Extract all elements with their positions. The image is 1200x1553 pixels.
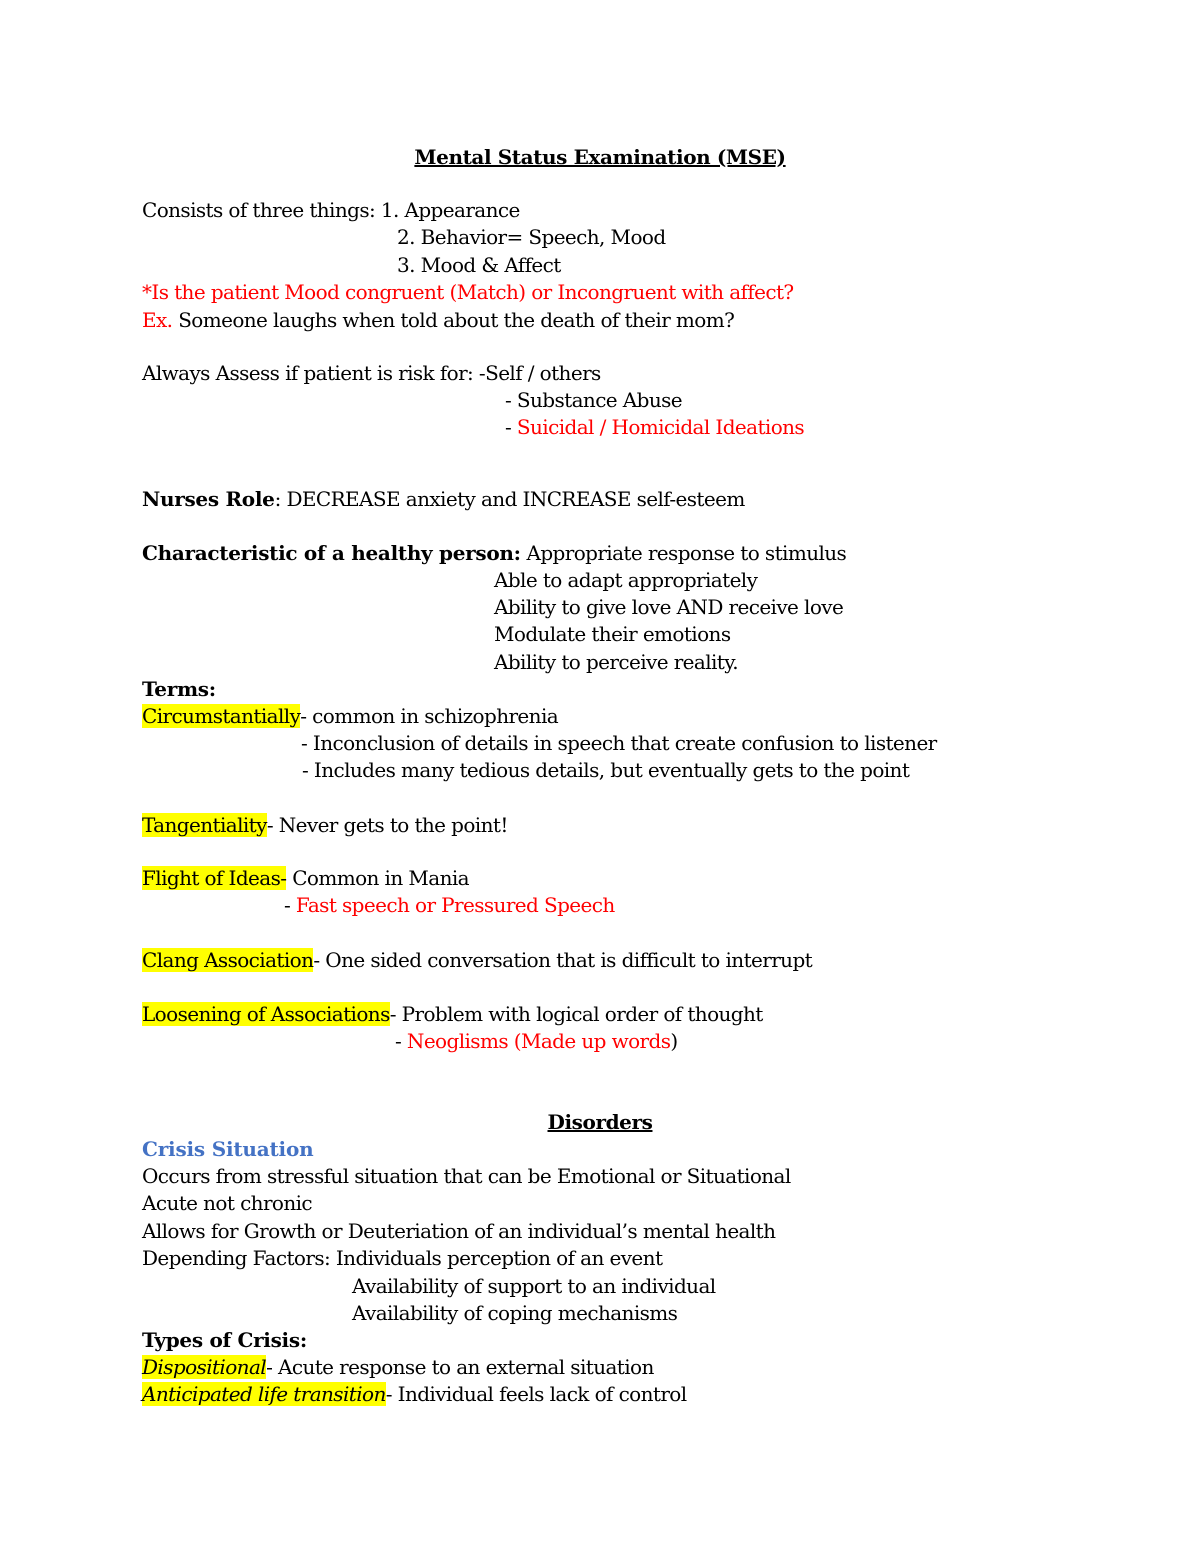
consists-item-3: 3. Mood & Affect [397, 253, 561, 277]
assess-text: Always Assess if patient is risk for: -Self / others [142, 361, 601, 385]
crisis-type-term: Dispositional [142, 1355, 267, 1379]
term-clang-association [142, 947, 812, 973]
healthy-item: Ability to perceive reality. [494, 650, 739, 674]
healthy-item: Able to adapt appropriately [494, 568, 758, 592]
term-flight-of-ideas [142, 865, 469, 891]
term-label: Tangentiality [142, 813, 267, 837]
crisis-type [142, 1381, 687, 1407]
term-tangentiality [142, 812, 508, 838]
term-definition: - common in schizophrenia [300, 704, 559, 728]
assess-item-3 [505, 414, 804, 440]
term-label: Clang Association [142, 948, 314, 972]
term-detail: - Inconclusion of details in speech that create confusion to listener [301, 731, 937, 755]
crisis-item-text: Occurs from stressful situation that can be Emotional or Situational [142, 1164, 791, 1188]
mse-title: Mental Status Examination (MSE) [414, 145, 786, 169]
crisis-item-text: Acute not chronic [142, 1191, 313, 1215]
pressured-speech: Fast speech or Pressured Speech [295, 893, 615, 917]
types-heading: Types of Crisis: [142, 1328, 307, 1352]
term-label: Loosening of Associations [142, 1002, 390, 1026]
crisis-item [142, 1245, 662, 1271]
term-detail [395, 1028, 678, 1054]
term-definition: - Problem with logical order of thought [389, 1002, 763, 1026]
term-definition: Common in Mania [286, 866, 469, 890]
crisis-factor: Availability of support to an individual [352, 1274, 716, 1298]
assess-line [142, 360, 601, 386]
nurses-role-text: : DECREASE anxiety and INCREASE self-esteem [274, 487, 745, 511]
nurses-role-line [142, 486, 745, 512]
example-text: Someone laughs when told about the death of their mom? [172, 308, 735, 332]
crisis-type-term: Anticipated life transition [142, 1382, 386, 1406]
crisis-factor: Availability of coping mechanisms [352, 1301, 678, 1325]
healthy-person-line [142, 540, 846, 566]
consists-item-2: 2. Behavior= Speech, Mood [397, 225, 666, 249]
term-definition: - Never gets to the point! [266, 813, 508, 837]
healthy-person-label: Characteristic of a healthy person: [142, 541, 521, 565]
term-definition: - One sided conversation that is difficult to interrupt [313, 948, 813, 972]
healthy-item: Appropriate response to stimulus [526, 541, 847, 565]
crisis-type [142, 1354, 654, 1380]
crisis-item [142, 1218, 775, 1244]
example-line [142, 307, 734, 333]
healthy-item: Modulate their emotions [494, 622, 731, 646]
dash: - [284, 893, 296, 917]
nurses-role-label: Nurses Role [142, 487, 275, 511]
crisis-type-text: - Individual feels lack of control [385, 1382, 687, 1406]
crisis-type-text: - Acute response to an external situation [266, 1355, 654, 1379]
crisis-item [142, 1163, 791, 1189]
suicidal-ideations: Suicidal / Homicidal Ideations [516, 415, 805, 439]
dash: - [505, 415, 517, 439]
term-loosening [142, 1001, 763, 1027]
terms-heading: Terms: [142, 677, 216, 701]
neoglisms: Neoglisms (Made up words [406, 1029, 671, 1053]
crisis-item [142, 1190, 312, 1216]
crisis-item-text: Allows for Growth or Deuteriation of an individual’s mental health [142, 1219, 776, 1243]
consists-line [142, 197, 520, 223]
healthy-item: Ability to give love AND receive love [494, 595, 844, 619]
crisis-heading: Crisis Situation [142, 1137, 314, 1161]
term-detail [284, 892, 615, 918]
term-label: Flight of Ideas- [142, 866, 287, 890]
disorders-title: Disorders [547, 1110, 653, 1134]
example-label: Ex. [142, 308, 173, 332]
term-circumstantially [142, 703, 558, 729]
term-label: Circumstantially [142, 704, 301, 728]
crisis-item-text: Depending Factors: Individuals perception of an event [142, 1246, 663, 1270]
term-detail: - Includes many tedious details, but eventually gets to the point [302, 758, 910, 782]
close-paren: ) [670, 1029, 678, 1053]
consists-text: Consists of three things: 1. Appearance [142, 198, 520, 222]
assess-item-2: - Substance Abuse [505, 388, 683, 412]
dash: - [395, 1029, 407, 1053]
congruent-question: *Is the patient Mood congruent (Match) or Incongruent with affect? [142, 280, 794, 304]
